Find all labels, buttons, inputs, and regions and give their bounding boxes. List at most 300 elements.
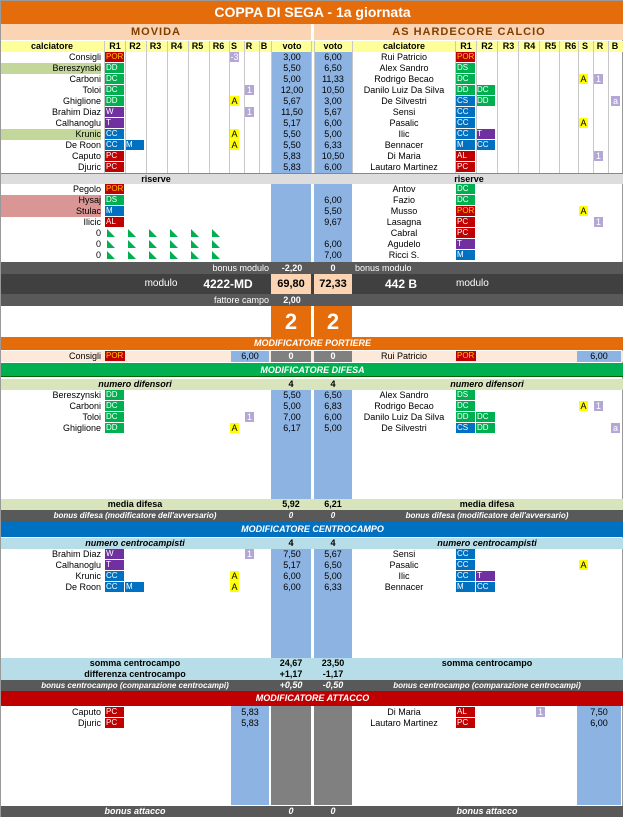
player-name: Stulac <box>1 206 101 217</box>
stat-marker: 1 <box>595 401 601 411</box>
role-tag: DD <box>105 390 124 400</box>
checkmark-icon <box>191 240 199 248</box>
player-voto: 5,00 <box>283 401 301 411</box>
role-tag: M <box>125 582 144 592</box>
role-tag: DD <box>476 423 495 433</box>
checkmark-icon <box>107 251 115 259</box>
bonus-difesa-home-label: bonus difesa (modificatore dell'avversario) <box>53 511 217 520</box>
player-name: Ilic <box>398 129 410 139</box>
player-voto: 5,50 <box>324 206 342 216</box>
checkmark-icon <box>191 229 199 237</box>
player-voto: 7,50 <box>590 707 608 717</box>
role-tag: DD <box>476 96 495 106</box>
player-row <box>1 228 623 239</box>
grid-line <box>455 41 456 173</box>
role-tag: DD <box>456 85 475 95</box>
riserve-home-label: riserve <box>141 174 171 184</box>
stat-marker: a <box>612 423 618 433</box>
player-voto: 5,67 <box>324 107 342 117</box>
media-difesa-home-label: media difesa <box>107 499 163 509</box>
grid-line <box>146 41 147 173</box>
player-row <box>1 239 623 250</box>
role-tag: T <box>456 239 475 249</box>
player-voto: 5,83 <box>283 151 301 161</box>
col-r6-away: R6 <box>564 41 577 51</box>
centrocampo-away-count: 4 <box>330 538 336 548</box>
player-voto: 6,83 <box>324 401 342 411</box>
player-row <box>1 184 623 195</box>
role-tag: CS <box>456 96 475 106</box>
difesa-away-count-label: numero difensori <box>450 379 524 389</box>
somma-centrocampo-home: 24,67 <box>279 658 303 668</box>
media-difesa-away: 6,21 <box>324 499 342 509</box>
role-tag: T <box>105 118 124 128</box>
column-header-row <box>1 41 623 52</box>
player-name: Calhanoglu <box>55 560 101 570</box>
player-name: Agudelo <box>387 239 421 249</box>
player-voto: 11,50 <box>281 107 303 117</box>
title-bar <box>1 1 623 24</box>
player-row <box>1 151 623 162</box>
role-tag: PC <box>105 718 124 728</box>
player-name: Toloi <box>82 412 101 422</box>
grid-line <box>352 41 353 173</box>
role-tag: DC <box>105 74 124 84</box>
player-name: De Roon <box>65 140 101 150</box>
player-name: 0 <box>95 239 101 249</box>
player-name: Alex Sandro <box>379 390 429 400</box>
player-name: Sensi <box>392 549 416 559</box>
stat-marker: A <box>231 423 238 433</box>
portiere-home-voto: 6,00 <box>231 351 269 362</box>
attacco-section-header <box>1 691 623 706</box>
col-r2-away: R2 <box>481 41 493 51</box>
player-name: Fazio <box>392 195 415 205</box>
bonus-attacco-row <box>1 806 623 817</box>
player-row <box>1 582 623 593</box>
col-calciatore-away: calciatore <box>382 41 426 51</box>
stat-marker: A <box>580 401 587 411</box>
media-difesa-away-label: media difesa <box>459 499 515 509</box>
player-voto: 6,00 <box>324 118 342 128</box>
away-team-header <box>314 24 623 40</box>
player-name: Krunic <box>75 571 101 581</box>
fattore-campo-row <box>1 294 623 306</box>
player-name: Krunic <box>1 129 101 140</box>
player-name: Rodrigo Becao <box>374 74 434 84</box>
stat-marker: 1 <box>537 707 543 717</box>
player-voto <box>314 184 352 195</box>
player-row <box>1 74 623 85</box>
player-voto: 5,17 <box>283 560 301 570</box>
bonus-modulo-row <box>1 262 623 274</box>
player-row <box>1 63 623 74</box>
player-row <box>1 118 623 129</box>
differenza-centrocampo-away: -1,17 <box>322 669 344 679</box>
grid-line <box>311 41 312 173</box>
role-tag: DC <box>456 401 475 411</box>
col-voto-home: voto <box>282 41 302 51</box>
portiere-home-bonus: 0 <box>271 351 311 362</box>
role-tag: DD <box>456 412 475 422</box>
bonus-centrocampo-home-label: bonus centrocampo (comparazione centrocampi) <box>41 681 229 690</box>
difesa-home-count-label: numero difensori <box>98 379 172 389</box>
total-home: 69,80 <box>271 274 311 294</box>
player-voto: 5,00 <box>324 129 342 139</box>
player-row <box>1 206 623 217</box>
role-tag: T <box>476 571 495 581</box>
stat-marker: -3 <box>230 52 239 62</box>
stat-marker: A <box>231 129 238 139</box>
checkmark-icon <box>107 240 115 248</box>
role-tag: PC <box>456 228 475 238</box>
centrocampo-count-row <box>1 538 623 549</box>
player-name: Ilicic <box>83 217 101 227</box>
stat-marker: A <box>231 582 238 592</box>
col-r-home: R <box>245 41 253 51</box>
player-name: Di Maria <box>387 707 421 717</box>
checkmark-icon <box>191 251 199 259</box>
player-name: Pasalic <box>389 560 419 570</box>
player-name: Hysaj <box>1 195 101 206</box>
somma-centrocampo-away: 23,50 <box>321 658 345 668</box>
checkmark-icon <box>212 240 220 248</box>
player-voto: 6,50 <box>324 560 342 570</box>
player-name: Ilic <box>398 571 410 581</box>
media-difesa-home: 5,92 <box>282 499 300 509</box>
player-voto: 6,00 <box>324 239 342 249</box>
portiere-away-role: POR <box>457 351 475 360</box>
bonus-centrocampo-home: +0,50 <box>279 680 303 690</box>
player-name: Lautaro Martinez <box>370 718 438 728</box>
stat-marker: A <box>580 118 587 128</box>
role-tag: DS <box>456 63 475 73</box>
stat-marker: a <box>612 96 618 106</box>
bonus-centrocampo-away: -0,50 <box>322 680 344 690</box>
somma-centrocampo-away-label: somma centrocampo <box>441 658 533 668</box>
role-tag: CC <box>456 118 475 128</box>
fattore-campo-label: fattore campo <box>213 295 269 305</box>
col-calciatore-home: calciatore <box>30 41 74 51</box>
player-row <box>1 401 623 412</box>
modulo-away-label: modulo <box>456 278 489 289</box>
role-tag: CC <box>456 571 475 581</box>
stat-marker: 1 <box>246 412 252 422</box>
player-name: De Roon <box>65 582 101 592</box>
player-voto: 11,33 <box>322 74 344 84</box>
player-voto: 5,83 <box>241 718 259 728</box>
player-voto: 7,00 <box>324 250 342 260</box>
player-row <box>1 140 623 151</box>
page-title: COPPA DI SEGA - 1a giornata <box>214 4 411 20</box>
col-r2-home: R2 <box>129 41 141 51</box>
somma-centrocampo-home-label: somma centrocampo <box>89 658 181 668</box>
stat-marker: 1 <box>246 107 252 117</box>
attacco-section-title: MODIFICATORE ATTACCO <box>255 693 370 703</box>
checkmark-icon <box>149 240 157 248</box>
player-voto: 5,00 <box>324 571 342 581</box>
stat-marker: 1 <box>246 85 252 95</box>
grid-line <box>104 41 105 173</box>
role-tag: PC <box>456 162 475 172</box>
portiere-section-header <box>1 337 623 350</box>
player-name: Carboni <box>69 401 101 411</box>
player-name: Sensi <box>392 107 416 117</box>
away-team-name: AS HARDECORE CALCIO <box>392 26 546 38</box>
player-voto: 12,00 <box>280 85 304 95</box>
role-tag: CC <box>105 129 124 139</box>
role-tag: DS <box>105 195 124 205</box>
player-voto: 6,00 <box>324 52 342 62</box>
grid-line <box>167 41 168 173</box>
player-name: Ricci S. <box>388 250 420 260</box>
role-tag: W <box>105 549 124 559</box>
col-s-home: S <box>230 41 237 51</box>
role-tag: PC <box>105 151 124 161</box>
role-tag: DD <box>105 96 124 106</box>
player-row <box>1 571 623 582</box>
player-voto: 10,50 <box>321 151 345 161</box>
checkmark-icon <box>128 240 136 248</box>
player-voto: 5,17 <box>283 118 301 128</box>
col-r4-away: R4 <box>523 41 536 51</box>
home-team-name: MOVIDA <box>131 26 181 38</box>
player-voto: 5,83 <box>283 162 301 172</box>
player-row <box>1 85 623 96</box>
checkmark-icon <box>149 251 157 259</box>
role-tag: CC <box>456 560 475 570</box>
col-r3-away: R3 <box>502 41 515 51</box>
player-name: Lautaro Martinez <box>370 162 438 172</box>
role-tag: M <box>125 140 144 150</box>
bonus-difesa-away-label: bonus difesa (modificatore dell'avversario) <box>405 511 569 520</box>
score-away: 2 <box>314 306 352 337</box>
checkmark-icon <box>170 229 178 237</box>
player-name: Caputo <box>71 151 101 161</box>
player-name: 0 <box>95 250 101 260</box>
player-voto: 6,00 <box>283 571 301 581</box>
grid-line <box>244 41 245 173</box>
checkmark-icon <box>170 251 178 259</box>
grid-line <box>608 41 609 173</box>
col-r-away: R <box>596 41 604 51</box>
player-voto: 5,00 <box>324 423 342 433</box>
col-b-away: B <box>611 41 619 51</box>
player-row <box>1 549 623 560</box>
bonus-attacco-home: 0 <box>288 806 294 816</box>
bonus-attacco-home-label: bonus attacco <box>104 806 166 816</box>
player-name: Antov <box>392 184 416 194</box>
player-row <box>1 162 623 173</box>
grid-line <box>259 41 260 173</box>
player-voto: 6,50 <box>324 390 342 400</box>
stat-marker: A <box>580 74 587 84</box>
role-tag: AL <box>456 707 475 717</box>
difesa-away-count: 4 <box>330 379 336 389</box>
media-difesa-row <box>1 499 623 510</box>
bonus-modulo-away-label: bonus modulo <box>355 263 412 273</box>
bonus-attacco-away: 0 <box>330 806 336 816</box>
player-row <box>1 423 623 434</box>
player-row <box>1 390 623 401</box>
col-r6-home: R6 <box>212 41 225 51</box>
role-tag: PC <box>456 217 475 227</box>
role-tag: DC <box>105 412 124 422</box>
role-tag: CC <box>105 582 124 592</box>
player-name: Brahim Diaz <box>51 549 101 559</box>
player-name: De Silvestri <box>381 423 427 433</box>
col-r5-home: R5 <box>191 41 204 51</box>
difesa-section-header <box>1 363 623 377</box>
role-tag: PC <box>105 707 124 717</box>
player-name: Ghiglione <box>62 423 101 433</box>
difesa-section-title: MODIFICATORE DIFESA <box>260 365 365 375</box>
player-voto: 5,50 <box>283 129 301 139</box>
grid-line <box>314 41 315 173</box>
role-tag: DC <box>105 85 124 95</box>
player-voto: 5,50 <box>283 140 301 150</box>
role-tag: DD <box>105 423 124 433</box>
col-voto-away: voto <box>323 41 343 51</box>
grid-line <box>209 41 210 173</box>
role-tag: W <box>105 107 124 117</box>
player-voto: 6,33 <box>324 582 342 592</box>
player-name: Musso <box>390 206 418 216</box>
player-voto: 6,50 <box>324 63 342 73</box>
player-voto: 6,33 <box>324 140 342 150</box>
checkmark-icon <box>128 229 136 237</box>
col-r1-home: R1 <box>109 41 121 51</box>
grid-line <box>271 41 272 173</box>
checkmark-icon <box>128 251 136 259</box>
differenza-centrocampo-row <box>1 669 623 680</box>
player-name: Djuric <box>77 718 101 728</box>
player-name: Bereszynski <box>52 390 101 400</box>
role-tag: POR <box>106 52 124 61</box>
role-tag: DC <box>456 74 475 84</box>
player-name: Cabral <box>390 228 418 238</box>
player-name: Brahim Diaz <box>51 107 101 117</box>
bonus-difesa-away: 0 <box>330 511 336 520</box>
total-away: 72,33 <box>314 274 352 294</box>
bonus-modulo-away-value: 0 <box>330 263 336 273</box>
grid-line <box>518 41 519 173</box>
centrocampo-home-count: 4 <box>288 538 294 548</box>
player-name: De Silvestri <box>381 96 427 106</box>
player-name: Calhanoglu <box>55 118 101 128</box>
col-s-away: S <box>581 41 588 51</box>
role-tag: CC <box>456 549 475 559</box>
stat-marker: 1 <box>595 74 601 84</box>
col-r1-away: R1 <box>460 41 472 51</box>
player-voto: 9,67 <box>324 217 342 227</box>
role-tag: CC <box>105 140 124 150</box>
role-tag: DS <box>456 390 475 400</box>
portiere-home-role: POR <box>106 351 124 360</box>
grid-line <box>497 41 498 173</box>
home-team-header <box>1 24 311 40</box>
col-r5-away: R5 <box>544 41 557 51</box>
player-voto: 5,50 <box>283 390 301 400</box>
difesa-home-count: 4 <box>288 379 294 389</box>
role-tag: AL <box>105 217 124 227</box>
role-tag: M <box>456 250 475 260</box>
player-name: Rui Patricio <box>380 52 427 62</box>
score-home: 2 <box>271 306 311 337</box>
role-tag: CC <box>105 571 124 581</box>
stat-marker: A <box>231 140 238 150</box>
grid-line <box>476 41 477 173</box>
score-row <box>1 306 623 337</box>
player-row <box>1 129 623 140</box>
player-name: Pasalic <box>389 118 419 128</box>
player-name: Caputo <box>71 707 101 717</box>
bonus-centrocampo-row <box>1 680 623 691</box>
bonus-difesa-home: 0 <box>288 511 294 520</box>
player-name: Ghiglione <box>62 96 101 106</box>
role-tag: POR <box>457 52 475 61</box>
centrocampo-away-count-label: numero centrocampisti <box>437 538 537 548</box>
portiere-section-title: MODIFICATORE PORTIERE <box>253 338 371 348</box>
riserve-header-row <box>1 173 623 184</box>
portiere-row <box>1 351 623 362</box>
role-tag: T <box>105 560 124 570</box>
differenza-centrocampo-home-label: differenza centrocampo <box>84 669 186 679</box>
player-name: Alex Sandro <box>379 63 429 73</box>
player-row <box>1 52 623 63</box>
checkmark-icon <box>107 229 115 237</box>
role-tag: DC <box>456 195 475 205</box>
centrocampo-section-title: MODIFICATORE CENTROCAMPO <box>241 524 384 534</box>
stat-marker: A <box>580 206 587 216</box>
player-voto: 6,00 <box>324 412 342 422</box>
player-voto <box>314 228 352 239</box>
player-name: Danilo Luiz Da Silva <box>363 85 445 95</box>
modulo-home-value: 4222-MD <box>203 277 253 291</box>
role-tag: PC <box>456 718 475 728</box>
role-tag: AL <box>456 151 475 161</box>
fattore-campo-value: 2,00 <box>283 295 301 305</box>
riserve-away-label: riserve <box>454 174 484 184</box>
bonus-attacco-away-label: bonus attacco <box>456 806 518 816</box>
grid-line <box>188 41 189 173</box>
stat-marker: A <box>231 571 238 581</box>
grid-line <box>559 41 560 173</box>
modulo-home-label: modulo <box>144 278 178 289</box>
bonus-modulo-home-label: bonus modulo <box>212 263 269 273</box>
checkmark-icon <box>212 251 220 259</box>
player-voto: 6,00 <box>590 718 608 728</box>
grid-line <box>229 41 230 173</box>
role-tag: M <box>456 582 475 592</box>
grid-line <box>578 41 579 173</box>
player-name: Carboni <box>69 74 101 84</box>
player-voto: 5,00 <box>283 74 301 84</box>
modulo-row <box>1 274 623 294</box>
player-voto: 6,00 <box>283 582 301 592</box>
player-voto: 6,00 <box>324 195 342 205</box>
difesa-count-row <box>1 379 623 390</box>
role-tag: DD <box>105 63 124 73</box>
player-row <box>1 96 623 107</box>
role-tag: M <box>456 140 475 150</box>
player-row <box>1 217 623 228</box>
player-voto: 5,83 <box>241 707 259 717</box>
stat-marker: A <box>231 96 238 106</box>
player-name: Danilo Luiz Da Silva <box>363 412 445 422</box>
col-b-home: B <box>260 41 268 51</box>
player-row <box>1 412 623 423</box>
